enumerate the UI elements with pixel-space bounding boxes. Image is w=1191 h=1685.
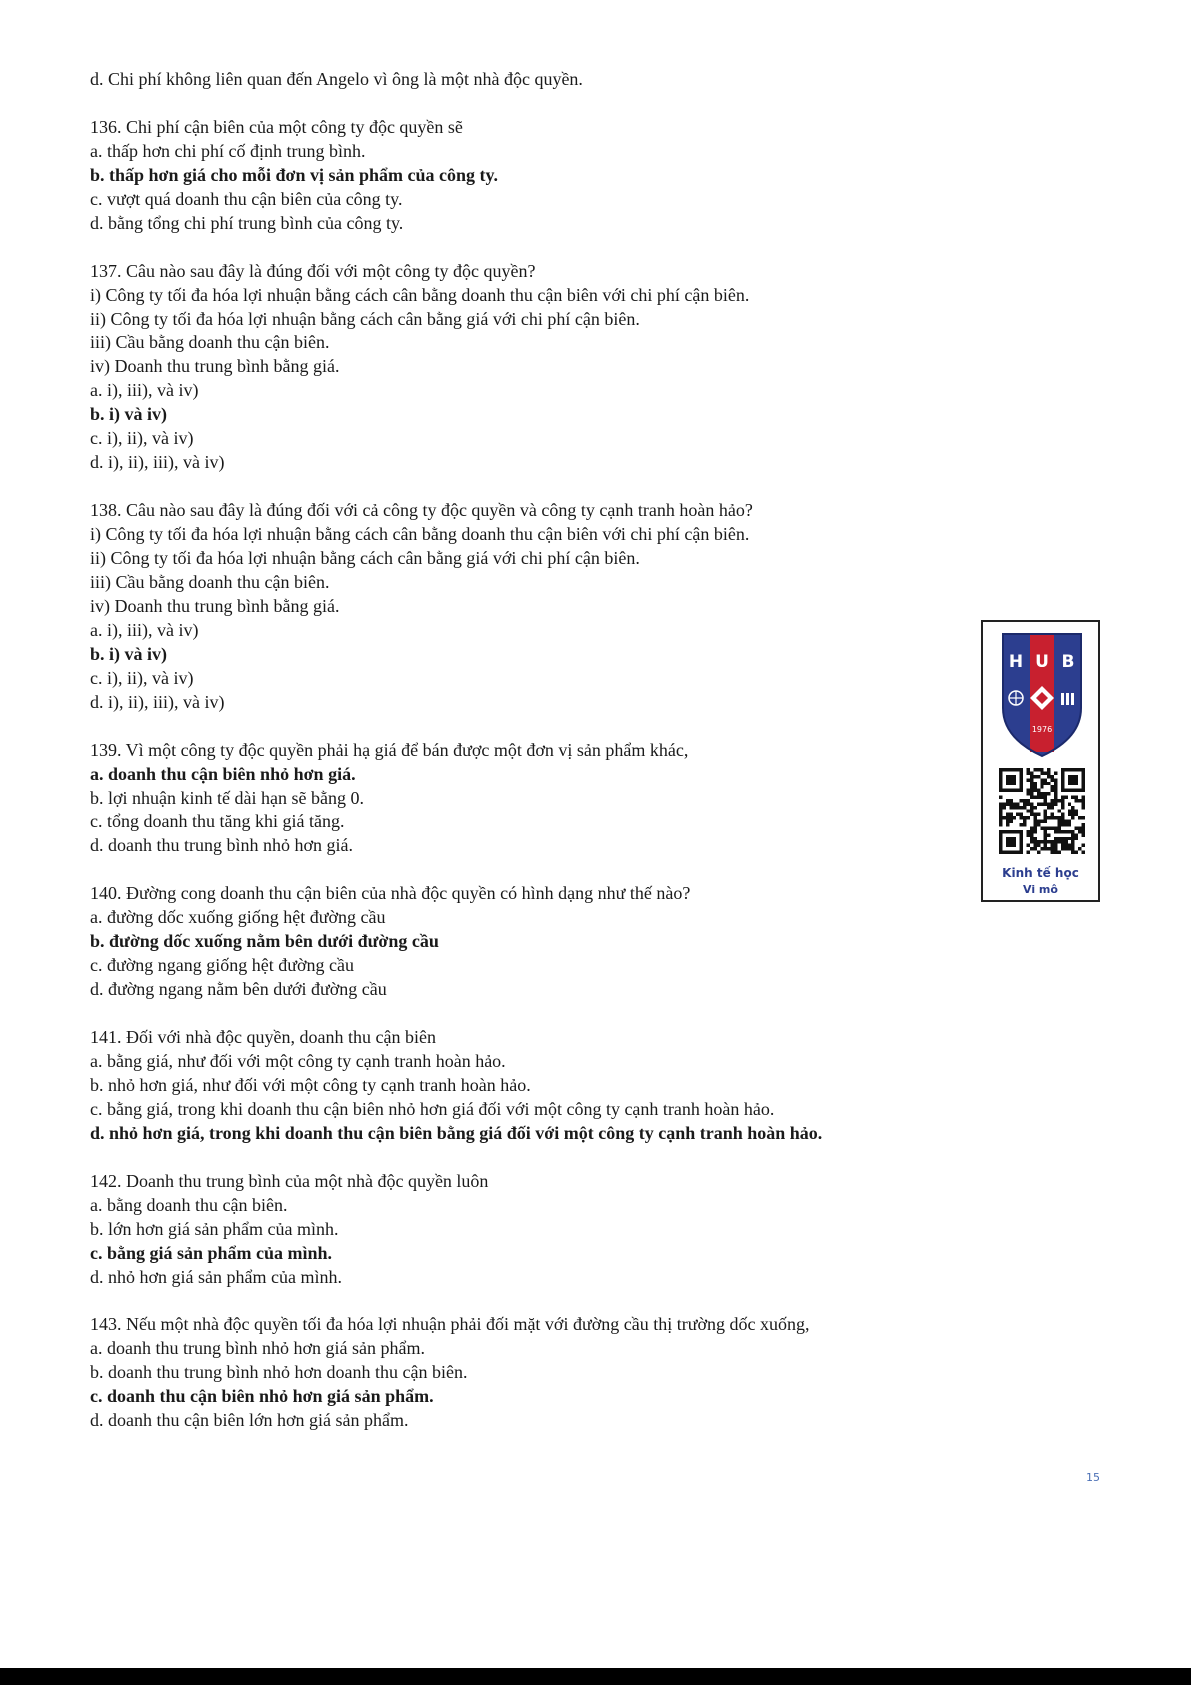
- qr-code-icon: [999, 768, 1085, 854]
- bottom-bar: [0, 1668, 1191, 1685]
- document-line: b. nhỏ hơn giá, như đối với một công ty cạnh tranh hoàn hảo.: [90, 1074, 531, 1095]
- logo-letter-u: U: [1035, 652, 1049, 672]
- document-line: i) Công ty tối đa hóa lợi nhuận bằng cách cân bằng doanh thu cận biên với chi phí cận biên.: [90, 284, 750, 305]
- document-line: b. lớn hơn giá sản phẩm của mình.: [90, 1218, 339, 1239]
- document-line: c. đường ngang giống hệt đường cầu: [90, 955, 354, 976]
- document-line: a. doanh thu cận biên nhỏ hơn giá.: [90, 763, 356, 784]
- document-line: a. i), iii), và iv): [90, 380, 199, 401]
- logo-year: 1976: [1031, 725, 1053, 734]
- document-line: d. nhỏ hơn giá sản phẩm của mình.: [90, 1266, 342, 1287]
- document-line: a. doanh thu trung bình nhỏ hơn giá sản phẩm.: [90, 1338, 425, 1359]
- document-line: b. i) và iv): [90, 404, 168, 425]
- document-line: ii) Công ty tối đa hóa lợi nhuận bằng cách cân bằng giá với chi phí cận biên.: [90, 308, 640, 329]
- logo-letter-h: H: [1008, 652, 1024, 672]
- document-line: d. doanh thu trung bình nhỏ hơn giá.: [90, 835, 353, 856]
- document-line: a. i), iii), và iv): [90, 619, 199, 640]
- document-line: 141. Đối với nhà độc quyền, doanh thu cận biên: [90, 1027, 436, 1047]
- document-line: d. i), ii), iii), và iv): [90, 691, 225, 712]
- document-line: iv) Doanh thu trung bình bằng giá.: [90, 595, 340, 616]
- document-line: c. tổng doanh thu tăng khi giá tăng.: [90, 811, 345, 832]
- document-line: a. đường dốc xuống giống hệt đường cầu: [90, 907, 386, 928]
- document-line: iii) Cầu bằng doanh thu cận biên.: [90, 332, 330, 353]
- document-line: d. i), ii), iii), và iv): [90, 452, 225, 473]
- document-line: d. nhỏ hơn giá, trong khi doanh thu cận biên bằng giá đối với một công ty cạnh tranh hoàn hảo.: [90, 1122, 823, 1143]
- document-line: 138. Câu nào sau đây là đúng đối với cả công ty độc quyền và công ty cạnh tranh hoàn hảo?: [90, 500, 753, 521]
- document-line: b. đường dốc xuống nằm bên dưới đường cầu: [90, 931, 439, 952]
- document-line: a. bằng giá, như đối với một công ty cạnh tranh hoàn hảo.: [90, 1050, 506, 1071]
- document-line: d. bằng tổng chi phí trung bình của công ty.: [90, 212, 404, 233]
- document-line: d. doanh thu cận biên lớn hơn giá sản phẩm.: [90, 1410, 409, 1431]
- card-title: Kinh tế học: [1002, 866, 1079, 880]
- document-line: a. bằng doanh thu cận biên.: [90, 1194, 288, 1215]
- document-line: i) Công ty tối đa hóa lợi nhuận bằng cách cân bằng doanh thu cận biên với chi phí cận biên.: [90, 524, 750, 545]
- hub-logo: [999, 630, 1085, 760]
- logo-letter-b: B: [1061, 652, 1075, 672]
- document-line: d. đường ngang nằm bên dưới đường cầu: [90, 979, 387, 1000]
- document-line: 136. Chi phí cận biên của một công ty độc quyền sẽ: [90, 116, 463, 137]
- document-line: ii) Công ty tối đa hóa lợi nhuận bằng cách cân bằng giá với chi phí cận biên.: [90, 548, 640, 568]
- document-line: c. doanh thu cận biên nhỏ hơn giá sản phẩm.: [90, 1386, 434, 1407]
- page-number: 15: [1086, 1471, 1100, 1484]
- document-line: 140. Đường cong doanh thu cận biên của nhà độc quyền có hình dạng như thế nào?: [90, 883, 691, 904]
- card-subtitle: Vi mô: [1023, 883, 1058, 896]
- document-line: c. i), ii), và iv): [90, 428, 194, 449]
- document-line: 139. Vì một công ty độc quyền phải hạ giá để bán được một đơn vị sản phẩm khác,: [90, 739, 689, 760]
- document-line: d. Chi phí không liên quan đến Angelo vì ông là một nhà độc quyền.: [90, 69, 583, 89]
- document-line: c. i), ii), và iv): [90, 667, 194, 688]
- document-line: 142. Doanh thu trung bình của một nhà độc quyền luôn: [90, 1170, 489, 1191]
- document-line: b. thấp hơn giá cho mỗi đơn vị sản phẩm của công ty.: [90, 164, 499, 185]
- document-line: c. bằng giá sản phẩm của mình.: [90, 1242, 333, 1263]
- document-line: b. lợi nhuận kinh tế dài hạn sẽ bằng 0.: [90, 787, 364, 808]
- document-line: iii) Cầu bằng doanh thu cận biên.: [90, 571, 330, 592]
- document-line: 137. Câu nào sau đây là đúng đối với một công ty độc quyền?: [90, 260, 536, 281]
- document-line: 143. Nếu một nhà độc quyền tối đa hóa lợi nhuận phải đối mặt với đường cầu thị trường dốc xuống,: [90, 1314, 810, 1335]
- side-card: [981, 620, 1100, 902]
- document-line: c. vượt quá doanh thu cận biên của công ty.: [90, 188, 403, 209]
- document-line: b. i) và iv): [90, 643, 168, 664]
- document-line: iv) Doanh thu trung bình bằng giá.: [90, 356, 340, 377]
- document-line: b. doanh thu trung bình nhỏ hơn doanh thu cận biên.: [90, 1362, 468, 1383]
- document-line: c. bằng giá, trong khi doanh thu cận biên nhỏ hơn giá đối với một công ty cạnh tranh hoàn hảo.: [90, 1098, 775, 1119]
- document-line: a. thấp hơn chi phí cố định trung bình.: [90, 140, 366, 161]
